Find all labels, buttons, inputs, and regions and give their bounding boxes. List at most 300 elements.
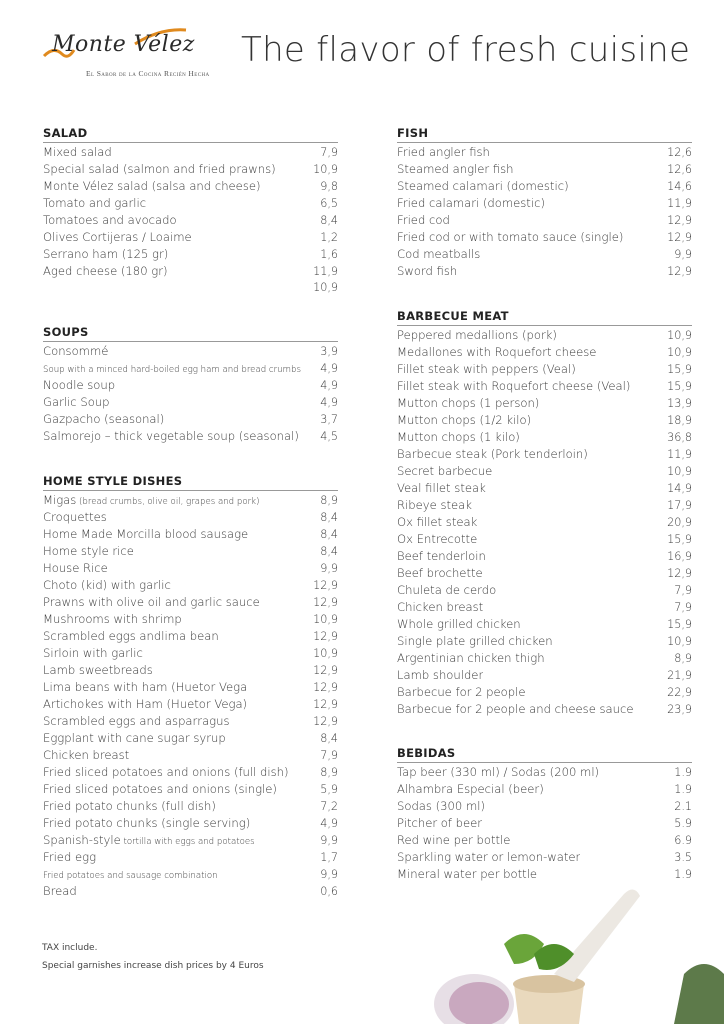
menu-item [397,247,692,264]
menu-item-price: 10,9 [313,613,338,626]
menu-item-price: 36,8 [667,431,692,444]
menu-item [397,566,692,583]
menu-item-name-wrap [43,247,168,261]
menu-item-price: 3,9 [320,345,338,358]
menu-item-name-wrap [43,179,261,193]
menu-item-price: 4,9 [320,379,338,392]
menu-item-name: Consommé [43,344,109,358]
menu-item [397,162,692,179]
menu-item-price: 12,9 [313,664,338,677]
menu-item [43,264,338,281]
menu-item-name-wrap [43,264,168,278]
section-salad [43,126,338,298]
menu-item [43,378,338,395]
menu-item-name: Fried cod or with tomato sauce (single) [397,230,624,244]
menu-item [397,782,692,799]
menu-item [397,430,692,447]
menu-item-name-wrap [43,230,192,244]
menu-item-name-wrap [397,850,580,864]
menu-item [397,702,692,719]
menu-item-price: 4,5 [320,430,338,443]
menu-item-name: Whole grilled chicken [397,617,521,631]
menu-item-name: Fried egg [43,850,97,864]
menu-item-price: 8,4 [320,732,338,745]
menu-item-price: 15,9 [667,618,692,631]
menu-item-name: Pitcher of beer [397,816,483,830]
menu-item-name-wrap [397,583,496,597]
menu-item [43,247,338,264]
section-heading: BEBIDAS [397,746,692,763]
menu-item-price: 12,9 [313,698,338,711]
tax-note: TAX include. [42,943,98,953]
menu-item-name: Special salad (salmon and fried prawns) [43,162,276,176]
menu-item-name-wrap [397,379,630,393]
menu-item-name-wrap [43,544,134,558]
menu-item-price: 10,9 [667,635,692,648]
menu-item-name: Chuleta de cerdo [397,583,497,597]
menu-item-name-wrap [43,213,177,227]
menu-item [43,578,338,595]
menu-item-name-wrap [43,145,112,159]
menu-item-price: 8,4 [320,545,338,558]
menu-item-name-wrap [43,412,164,426]
menu-item [43,697,338,714]
menu-item-price: 9,9 [320,562,338,575]
menu-item [43,731,338,748]
garnish-note: Special garnishes increase dish prices by 4 Euros [42,961,264,971]
section-heading: SALAD [43,126,338,143]
menu-item-name: Migas [43,493,77,507]
menu-item-price: 8,4 [320,214,338,227]
menu-item-price: 12,9 [313,596,338,609]
menu-item [43,714,338,731]
menu-item [397,396,692,413]
page-title: The flavor of fresh cuisine [241,30,691,70]
menu-item-name: Mineral water per bottle [397,867,538,881]
menu-item-name-wrap [397,498,472,512]
menu-item-name: Medallones with Roquefort cheese [397,345,597,359]
menu-item-name-wrap [397,617,521,631]
menu-item [43,799,338,816]
menu-item [397,328,692,345]
menu-item-name-wrap [397,799,485,813]
menu-item-name: Fried sliced potatoes and onions (full dish) [43,765,289,779]
menu-item-name-wrap [43,196,146,210]
menu-item-name-wrap [43,663,153,677]
menu-item-name-wrap [397,515,477,529]
menu-item-name: Fried sliced potatoes and onions (single) [43,782,277,796]
menu-item-name: Fried potato chunks (full dish) [43,799,216,813]
menu-item-name-wrap [43,578,171,592]
menu-item-name: Gazpacho (seasonal) [43,412,165,426]
menu-item-name-wrap [397,833,510,847]
section-fish [397,126,692,281]
menu-item-price: 17,9 [667,499,692,512]
menu-item [43,884,338,901]
menu-item [43,493,338,510]
menu-item-name-wrap [43,765,289,779]
menu-item-name-wrap [43,782,277,796]
menu-item-name: Tomatoes and avocado [43,213,177,227]
menu-item-name-wrap [43,595,260,609]
menu-item-price: 14,9 [667,482,692,495]
menu-item [397,345,692,362]
menu-item-name: Lamb shoulder [397,668,484,682]
menu-item [43,833,338,850]
menu-item-name: Aged cheese (180 gr) [43,264,168,278]
menu-item-note: (bread crumbs, olive oil, grapes and pork) [76,497,260,507]
menu-item [397,583,692,600]
menu-item-name: Garlic Soup [43,395,110,409]
menu-item-name-wrap [43,833,255,847]
menu-item-price: 13,9 [667,397,692,410]
menu-item-price: 12,9 [313,715,338,728]
menu-item-name: Home style rice [43,544,134,558]
menu-item-name-wrap [43,612,182,626]
menu-item-name: Scrambled eggs and asparragus [43,714,230,728]
menu-item-name: Beef tenderloin [397,549,486,563]
menu-item [43,429,338,446]
menu-item-name-wrap [397,481,486,495]
menu-item-price: 1,7 [320,851,338,864]
menu-item-price: 10,9 [667,465,692,478]
menu-item-name-wrap [397,782,544,796]
menu-item-name-wrap [397,247,480,261]
menu-item-name-wrap [43,395,110,409]
menu-item [397,481,692,498]
menu-item-price: 1.9 [674,766,692,779]
section-heading: BARBECUE MEAT [397,309,692,326]
menu-item-name: Olives Cortijeras / Loaime [43,230,192,244]
section-heading: SOUPS [43,325,338,342]
menu-item-price: 15,9 [667,380,692,393]
menu-item-name: Chicken breast [397,600,484,614]
menu-item [397,816,692,833]
menu-item [397,651,692,668]
menu-item-name: Eggplant with cane sugar syrup [43,731,226,745]
menu-item-note: Fried potatoes and sausage combination [43,871,218,881]
menu-item-name-wrap [43,510,107,524]
menu-item-price: 9,9 [674,248,692,261]
menu-item-name: House Rice [43,561,108,575]
menu-item-note: Soup with a minced hard-boiled egg ham and bread crumbs [43,365,301,375]
menu-item-name-wrap [397,396,539,410]
logo-name: Monte Vélez [52,32,195,57]
menu-item [397,617,692,634]
logo-tagline: El Sabor de la Cocina Recién Hecha [86,69,210,78]
menu-item-name: Beef brochette [397,566,483,580]
menu-item-price: 10,9 [667,346,692,359]
menu-item-price: 1,6 [320,248,338,261]
menu-item-price: 11,9 [313,265,338,278]
menu-item-price: 8,9 [320,766,338,779]
menu-item-price: 1.9 [674,783,692,796]
menu-item-price: 7,2 [320,800,338,813]
menu-item [397,379,692,396]
menu-item-price: 18,9 [667,414,692,427]
menu-item [397,600,692,617]
menu-item-price: 9,9 [320,834,338,847]
menu-item-name: Prawns with olive oil and garlic sauce [43,595,260,609]
menu-item-name: Bread [43,884,77,898]
menu-item-name: Sodas (300 ml) [397,799,486,813]
menu-item-price: 7,9 [320,749,338,762]
menu-item-name-wrap [397,264,457,278]
menu-item-price: 7,9 [674,601,692,614]
menu-item-name: Peppered medallions (pork) [397,328,557,342]
menu-item-price: 6,5 [320,197,338,210]
menu-item [397,685,692,702]
menu-item [43,612,338,629]
menu-item-name-wrap [43,162,276,176]
menu-item-name: Salmorejo – thick vegetable soup (seasonal) [43,429,299,443]
menu-item [43,561,338,578]
menu-item [397,464,692,481]
menu-item [43,850,338,867]
menu-item-name: Mixed salad [43,145,112,159]
menu-item-name-wrap [397,600,483,614]
menu-item-name: Croquettes [43,510,107,524]
menu-item [397,532,692,549]
menu-item [397,447,692,464]
menu-item [397,549,692,566]
menu-item [397,850,692,867]
menu-item-name-wrap [43,378,115,392]
menu-item-price: 20,9 [667,516,692,529]
menu-item-name: Scrambled eggs andlima bean [43,629,219,643]
menu-item-price: 2.1 [674,800,692,813]
menu-item [43,361,338,378]
menu-item-name-wrap [397,702,634,716]
menu-item-price: 12,9 [667,567,692,580]
menu-item [397,799,692,816]
menu-item-name-wrap [43,731,226,745]
menu-item-name: Barbecue for 2 people and cheese sauce [397,702,634,716]
menu-item-name: Steamed calamari (domestic) [397,179,569,193]
menu-item-name-wrap [43,344,108,358]
menu-item-price: 12,9 [667,231,692,244]
menu-item-price: 12,9 [667,214,692,227]
menu-item [397,634,692,651]
menu-item-price: 7,9 [320,146,338,159]
menu-item-price: 15,9 [667,533,692,546]
mortar-pestle-herbs-image [434,874,724,1024]
menu-item [43,867,338,884]
section-barbecue-meat [397,309,692,719]
menu-item-price: 0,6 [320,885,338,898]
menu-item-price: 6.9 [674,834,692,847]
menu-item [43,213,338,230]
menu-item [397,145,692,162]
menu-item-name-wrap [397,413,531,427]
menu-item-price: 8,4 [320,511,338,524]
menu-item-name: Single plate grilled chicken [397,634,553,648]
menu-item-name: Mutton chops (1/2 kilo) [397,413,532,427]
menu-item-name-wrap [397,651,545,665]
menu-item-price: 22,9 [667,686,692,699]
menu-item-price: 8,4 [320,528,338,541]
menu-item-name: Secret barbecue [397,464,493,478]
menu-item-name-wrap [397,685,525,699]
menu-item [397,196,692,213]
menu-item-name-wrap [397,162,514,176]
menu-item-name: Ox Entrecotte [397,532,478,546]
section-bebidas [397,746,692,884]
menu-item-name-wrap [397,362,576,376]
section-heading: HOME STYLE DISHES [43,474,338,491]
menu-item-name: Mutton chops (1 person) [397,396,540,410]
menu-item-name: Chicken breast [43,748,130,762]
menu-item-price: 10,9 [313,163,338,176]
menu-item-name: Spanish-style [43,833,121,847]
menu-item [43,395,338,412]
menu-item-name: Steamed angler fish [397,162,514,176]
menu-item-price: 11,9 [667,197,692,210]
menu-item-name: Monte Vélez salad (salsa and cheese) [43,179,261,193]
menu-item [43,162,338,179]
menu-item [43,527,338,544]
menu-item-name-wrap [397,816,482,830]
menu-item-name-wrap [43,884,77,898]
menu-item-price: 5.9 [674,817,692,830]
menu-item [43,748,338,765]
menu-item-name: Lima beans with ham (Huetor Vega [43,680,248,694]
menu-item [43,179,338,196]
menu-item [43,230,338,247]
menu-item-name: Mutton chops (1 kilo) [397,430,520,444]
menu-item-price: 8,9 [674,652,692,665]
menu-item-name-wrap [397,213,450,227]
menu-item-price: 3.5 [674,851,692,864]
menu-item-name: Tap beer (330 ml) / Sodas (200 ml) [397,765,600,779]
menu-item-name: Choto (kid) with garlic [43,578,171,592]
menu-item-name-wrap [397,765,599,779]
menu-item-name: Barbecue steak (Pork tenderloin) [397,447,588,461]
menu-item-price: 1,2 [320,231,338,244]
menu-item-name-wrap [397,447,588,461]
menu-item [397,213,692,230]
menu-item-name-wrap [43,816,250,830]
menu-item-name-wrap [397,145,490,159]
menu-item-name-wrap [43,646,143,660]
menu-item-name: Fillet steak with Roquefort cheese (Veal) [397,379,631,393]
logo [40,24,210,84]
menu-item [397,179,692,196]
menu-item-name-wrap [397,549,486,563]
menu-item-price: 12,9 [313,681,338,694]
menu-item-price: 1.9 [674,868,692,881]
menu-item-name: Artichokes with Ham (Huetor Vega) [43,697,248,711]
menu-item-name-wrap [43,561,108,575]
menu-item-price: 5,9 [320,783,338,796]
menu-item-name: Red wine per bottle [397,833,511,847]
menu-item [43,412,338,429]
menu-item-name-wrap [397,532,477,546]
menu-item-name: Fillet steak with peppers (Veal) [397,362,576,376]
menu-item-name-wrap [43,429,299,443]
menu-item-name-wrap [397,566,483,580]
menu-item-name-wrap [43,697,247,711]
menu-item-name: Fried angler fish [397,145,490,159]
menu-item [397,362,692,379]
menu-item-name: Serrano ham (125 gr) [43,247,169,261]
menu-item-name-wrap [397,345,596,359]
section-soups [43,325,338,446]
menu-item-note: tortilla with eggs and potatoes [120,837,255,847]
menu-item-name-wrap [43,850,96,864]
menu-item-name-wrap [397,464,492,478]
menu-item-price: 14,6 [667,180,692,193]
menu-item [397,230,692,247]
menu-item [43,281,338,298]
menu-item-price: 7,9 [674,584,692,597]
menu-item [397,413,692,430]
menu-item-price: 8,9 [320,494,338,507]
menu-item-price: 9,9 [320,868,338,881]
menu-item [43,145,338,162]
menu-item-name: Home Made Morcilla blood sausage [43,527,249,541]
menu-item-price: 10,9 [667,329,692,342]
menu-item-price: 10,9 [313,281,338,294]
menu-item [43,816,338,833]
menu-item-name-wrap [43,714,230,728]
menu-item [397,515,692,532]
menu-item-name-wrap [397,634,553,648]
menu-item-name-wrap [43,361,301,375]
menu-item-price: 11,9 [667,448,692,461]
menu-item-name-wrap [43,493,259,507]
menu-item-name-wrap [397,668,483,682]
menu-item-price: 21,9 [667,669,692,682]
menu-item-price: 12,9 [667,265,692,278]
menu-item-name: Fried cod [397,213,450,227]
menu-item-price: 4,9 [320,817,338,830]
section-heading: FISH [397,126,692,143]
menu-item [43,544,338,561]
menu-item-name: Tomato and garlic [43,196,147,210]
menu-item-name: Cod meatballs [397,247,481,261]
menu-item-name: Sword fish [397,264,458,278]
menu-item-name-wrap [43,629,219,643]
menu-item-name: Sparkling water or lemon-water [397,850,581,864]
menu-item-name: Alhambra Especial (beer) [397,782,544,796]
menu-item-name: Lamb sweetbreads [43,663,153,677]
menu-item [397,498,692,515]
menu-item-price: 4,9 [320,362,338,375]
menu-item-name-wrap [397,196,545,210]
menu-item [397,833,692,850]
menu-item-price: 4,9 [320,396,338,409]
menu-item-name-wrap [43,680,247,694]
menu-item-price: 23,9 [667,703,692,716]
menu-item-name-wrap [397,328,557,342]
section-home-style-dishes [43,474,338,901]
menu-item [43,680,338,697]
menu-item-name: Ribeye steak [397,498,472,512]
menu-item-name: Mushrooms with shrimp [43,612,182,626]
menu-item-name: Argentinian chicken thigh [397,651,545,665]
menu-item-price: 12,6 [667,146,692,159]
menu-item-name-wrap [397,179,569,193]
menu-item-name: Sirloin with garlic [43,646,143,660]
menu-item-name-wrap [43,527,248,541]
menu-item-name: Barbecue for 2 people [397,685,526,699]
menu-item-price: 12,9 [313,630,338,643]
menu-item-name-wrap [43,867,218,881]
menu-item-name: Noodle soup [43,378,116,392]
menu-item [43,765,338,782]
menu-item [397,668,692,685]
